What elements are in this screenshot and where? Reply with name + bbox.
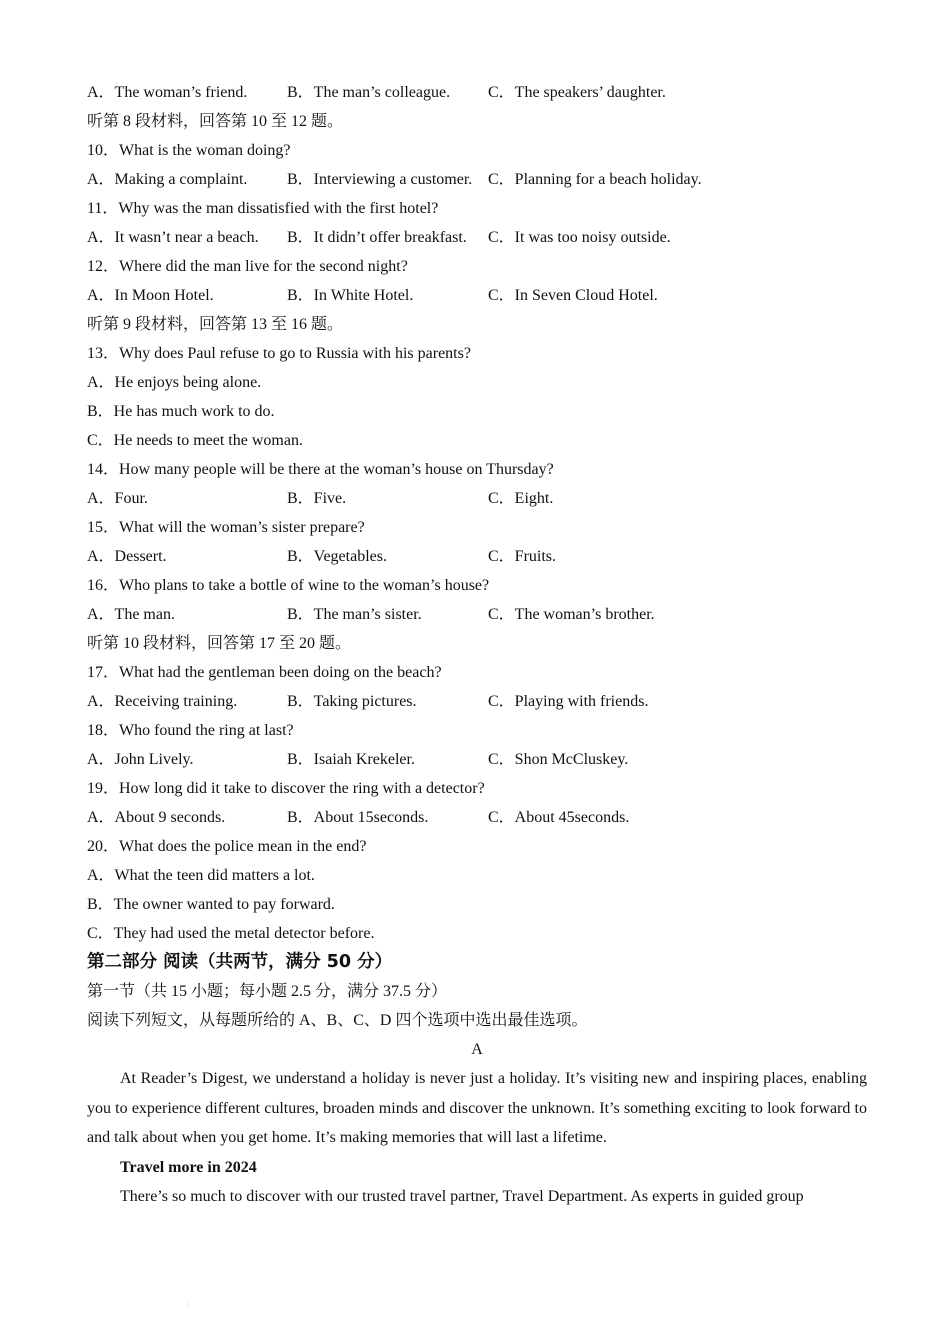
options-row	[87, 803, 867, 832]
section-instruction: 听第 10 段材料，回答第 17 至 20 题。	[87, 635, 352, 652]
question-line: 12．Where did the man live for the second night?	[87, 258, 408, 275]
question-line: A．He enjoys being alone.	[87, 374, 262, 391]
question-line: 10．What is the woman doing?	[87, 142, 291, 159]
options-row	[87, 600, 867, 629]
option-c: C．Fruits.	[488, 548, 557, 565]
question-line: 18．Who found the ring at last?	[87, 722, 294, 739]
option-a: A．In Moon Hotel.	[87, 287, 214, 304]
options-row	[87, 484, 867, 513]
question-line: C．They had used the metal detector before.	[87, 925, 375, 942]
option-c: C．Shon McCluskey.	[488, 751, 629, 768]
option-b: B．In White Hotel.	[287, 287, 414, 304]
option-b: B．Taking pictures.	[287, 693, 417, 710]
option-c: C．In Seven Cloud Hotel.	[488, 287, 658, 304]
option-c: C．Planning for a beach holiday.	[488, 171, 702, 188]
question-line: 19．How long did it take to discover the ring with a detector?	[87, 780, 485, 797]
option-b: B．Five.	[287, 490, 347, 507]
reading-instruction: 阅读下列短文，从每题所给的 A、B、C、D 四个选项中选出最佳选项。	[87, 1012, 588, 1029]
listening-section	[87, 78, 867, 948]
options-row	[87, 687, 867, 716]
options-row	[87, 745, 867, 774]
question-line: 16．Who plans to take a bottle of wine to the woman’s house?	[87, 577, 490, 594]
question-line: B．He has much work to do.	[87, 403, 275, 420]
part2-heading: 第二部分 阅读（共两节，满分 50 分）	[87, 952, 393, 972]
option-a: A．The woman’s friend.	[87, 84, 248, 101]
passage-paragraph-1: At Reader’s Digest, we understand a holiday is never just a holiday. It’s visiting new and inspiring places, enabling you to experience different cultures, broaden minds and discover the unknown. It’s something exciting to look forward to and talk about when you get home. It’s making memories that will last a lifetime.	[87, 1070, 867, 1146]
option-b: B．It didn’t offer breakfast.	[287, 229, 467, 246]
option-a: A．The man.	[87, 606, 175, 623]
passage-subheading: Travel more in 2024	[120, 1158, 257, 1176]
option-c: C．The woman’s brother.	[488, 606, 655, 623]
option-c: C．About 45seconds.	[488, 809, 630, 826]
option-c: C．Playing with friends.	[488, 693, 649, 710]
option-a: A．Receiving training.	[87, 693, 238, 710]
section-instruction: 听第 9 段材料，回答第 13 至 16 题。	[87, 316, 344, 333]
page-mark: ·	[187, 1300, 190, 1309]
options-row	[87, 223, 867, 252]
question-line: 14．How many people will be there at the woman’s house on Thursday?	[87, 461, 554, 478]
option-a: A．Four.	[87, 490, 148, 507]
option-b: B．About 15seconds.	[287, 809, 429, 826]
question-line: A．What the teen did matters a lot.	[87, 867, 315, 884]
option-b: B．Isaiah Krekeler.	[287, 751, 415, 768]
options-row	[87, 281, 867, 310]
option-c: C．It was too noisy outside.	[488, 229, 671, 246]
option-a: A．John Lively.	[87, 751, 194, 768]
question-line: 17．What had the gentleman been doing on the beach?	[87, 664, 442, 681]
question-line: 13．Why does Paul refuse to go to Russia with his parents?	[87, 345, 471, 362]
question-line: C．He needs to meet the woman.	[87, 432, 303, 449]
passage-label: A	[471, 1041, 483, 1058]
option-b: B．Interviewing a customer.	[287, 171, 473, 188]
question-line: 20．What does the police mean in the end?	[87, 838, 367, 855]
document-page	[87, 78, 867, 1211]
options-row	[87, 78, 867, 107]
section-instruction: 听第 8 段材料，回答第 10 至 12 题。	[87, 113, 344, 130]
option-c: C．The speakers’ daughter.	[488, 84, 666, 101]
option-b: B．The man’s colleague.	[287, 84, 451, 101]
passage-paragraph-2: There’s so much to discover with our trusted travel partner, Travel Department. As experts in guided group	[120, 1187, 804, 1205]
option-a: A．Making a complaint.	[87, 171, 248, 188]
option-a: A．Dessert.	[87, 548, 167, 565]
options-row	[87, 165, 867, 194]
question-line: B．The owner wanted to pay forward.	[87, 896, 335, 913]
option-a: A．About 9 seconds.	[87, 809, 226, 826]
options-row	[87, 542, 867, 571]
option-c: C．Eight.	[488, 490, 554, 507]
section-info: 第一节（共 15 小题；每小题 2.5 分，满分 37.5 分）	[87, 983, 448, 1000]
option-b: B．Vegetables.	[287, 548, 387, 565]
option-b: B．The man’s sister.	[287, 606, 422, 623]
option-a: A．It wasn’t near a beach.	[87, 229, 259, 246]
question-line: 11．Why was the man dissatisfied with the first hotel?	[87, 200, 439, 217]
question-line: 15．What will the woman’s sister prepare?	[87, 519, 365, 536]
